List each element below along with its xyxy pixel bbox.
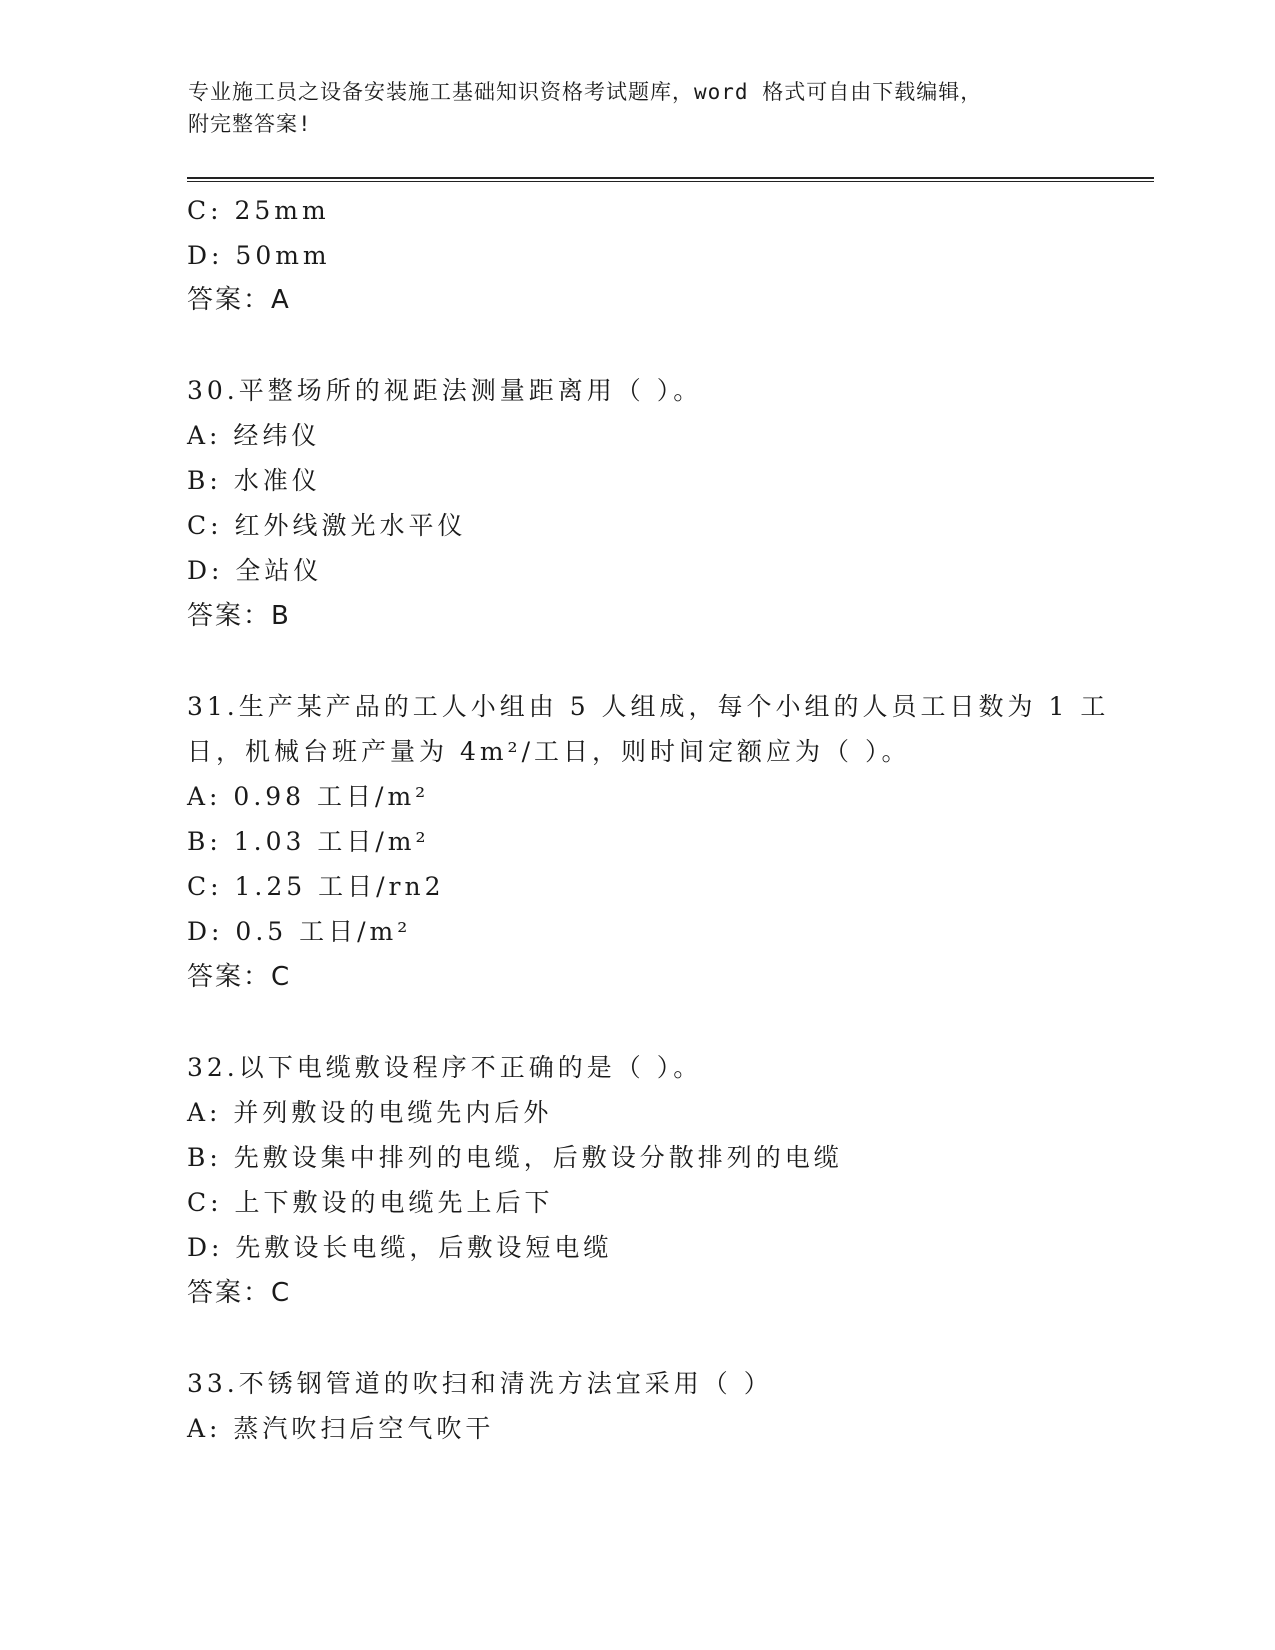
q31-option-b: B: 1.03 工日/m²	[187, 827, 430, 856]
q30-option-d: D: 全站仪	[187, 556, 323, 585]
prev-option-d: D: 50mm	[187, 241, 331, 270]
q33-option-a: A: 蒸汽吹扫后空气吹干	[187, 1414, 495, 1443]
prev-option-c: C: 25mm	[187, 196, 330, 225]
q32-stem: 32.以下电缆敷设程序不正确的是（ ）。	[187, 1053, 703, 1082]
q31-stem-line-2: 日，机械台班产量为 4m²/工日，则时间定额应为（ ）。	[187, 737, 911, 766]
header-divider-bottom	[187, 181, 1154, 182]
q32-option-b: B: 先敷设集中排列的电缆，后敷设分散排列的电缆	[187, 1143, 843, 1172]
header-divider-top	[187, 177, 1154, 179]
q30-option-a: A: 经纬仪	[187, 421, 321, 450]
q32-option-d: D: 先敷设长电缆，后敷设短电缆	[187, 1233, 613, 1262]
q30-option-b: B: 水准仪	[187, 466, 321, 495]
prev-answer: 答案：A	[187, 285, 291, 315]
q30-stem: 30.平整场所的视距法测量距离用（ ）。	[187, 376, 703, 405]
q31-option-a: A: 0.98 工日/m²	[187, 782, 430, 811]
q32-answer: 答案：C	[187, 1278, 292, 1308]
q30-answer: 答案：B	[187, 601, 291, 631]
q31-answer: 答案：C	[187, 962, 292, 992]
header-text-line-1: 专业施工员之设备安装施工基础知识资格考试题库，word 格式可自由下载编辑，	[188, 80, 983, 104]
q32-option-a: A: 并列敷设的电缆先内后外	[187, 1098, 553, 1127]
header-text-line-2: 附完整答案!	[188, 112, 312, 136]
q31-option-d: D: 0.5 工日/m²	[187, 917, 412, 946]
q31-stem-line-1: 31.生产某产品的工人小组由 5 人组成，每个小组的人员工日数为 1 工	[187, 692, 1110, 721]
q31-option-c: C: 1.25 工日/rn2	[187, 872, 445, 901]
q30-option-c: C: 红外线激光水平仪	[187, 511, 467, 540]
q32-option-c: C: 上下敷设的电缆先上后下	[187, 1188, 554, 1217]
q33-stem: 33.不锈钢管道的吹扫和清洗方法宜采用（ ）	[187, 1369, 773, 1398]
